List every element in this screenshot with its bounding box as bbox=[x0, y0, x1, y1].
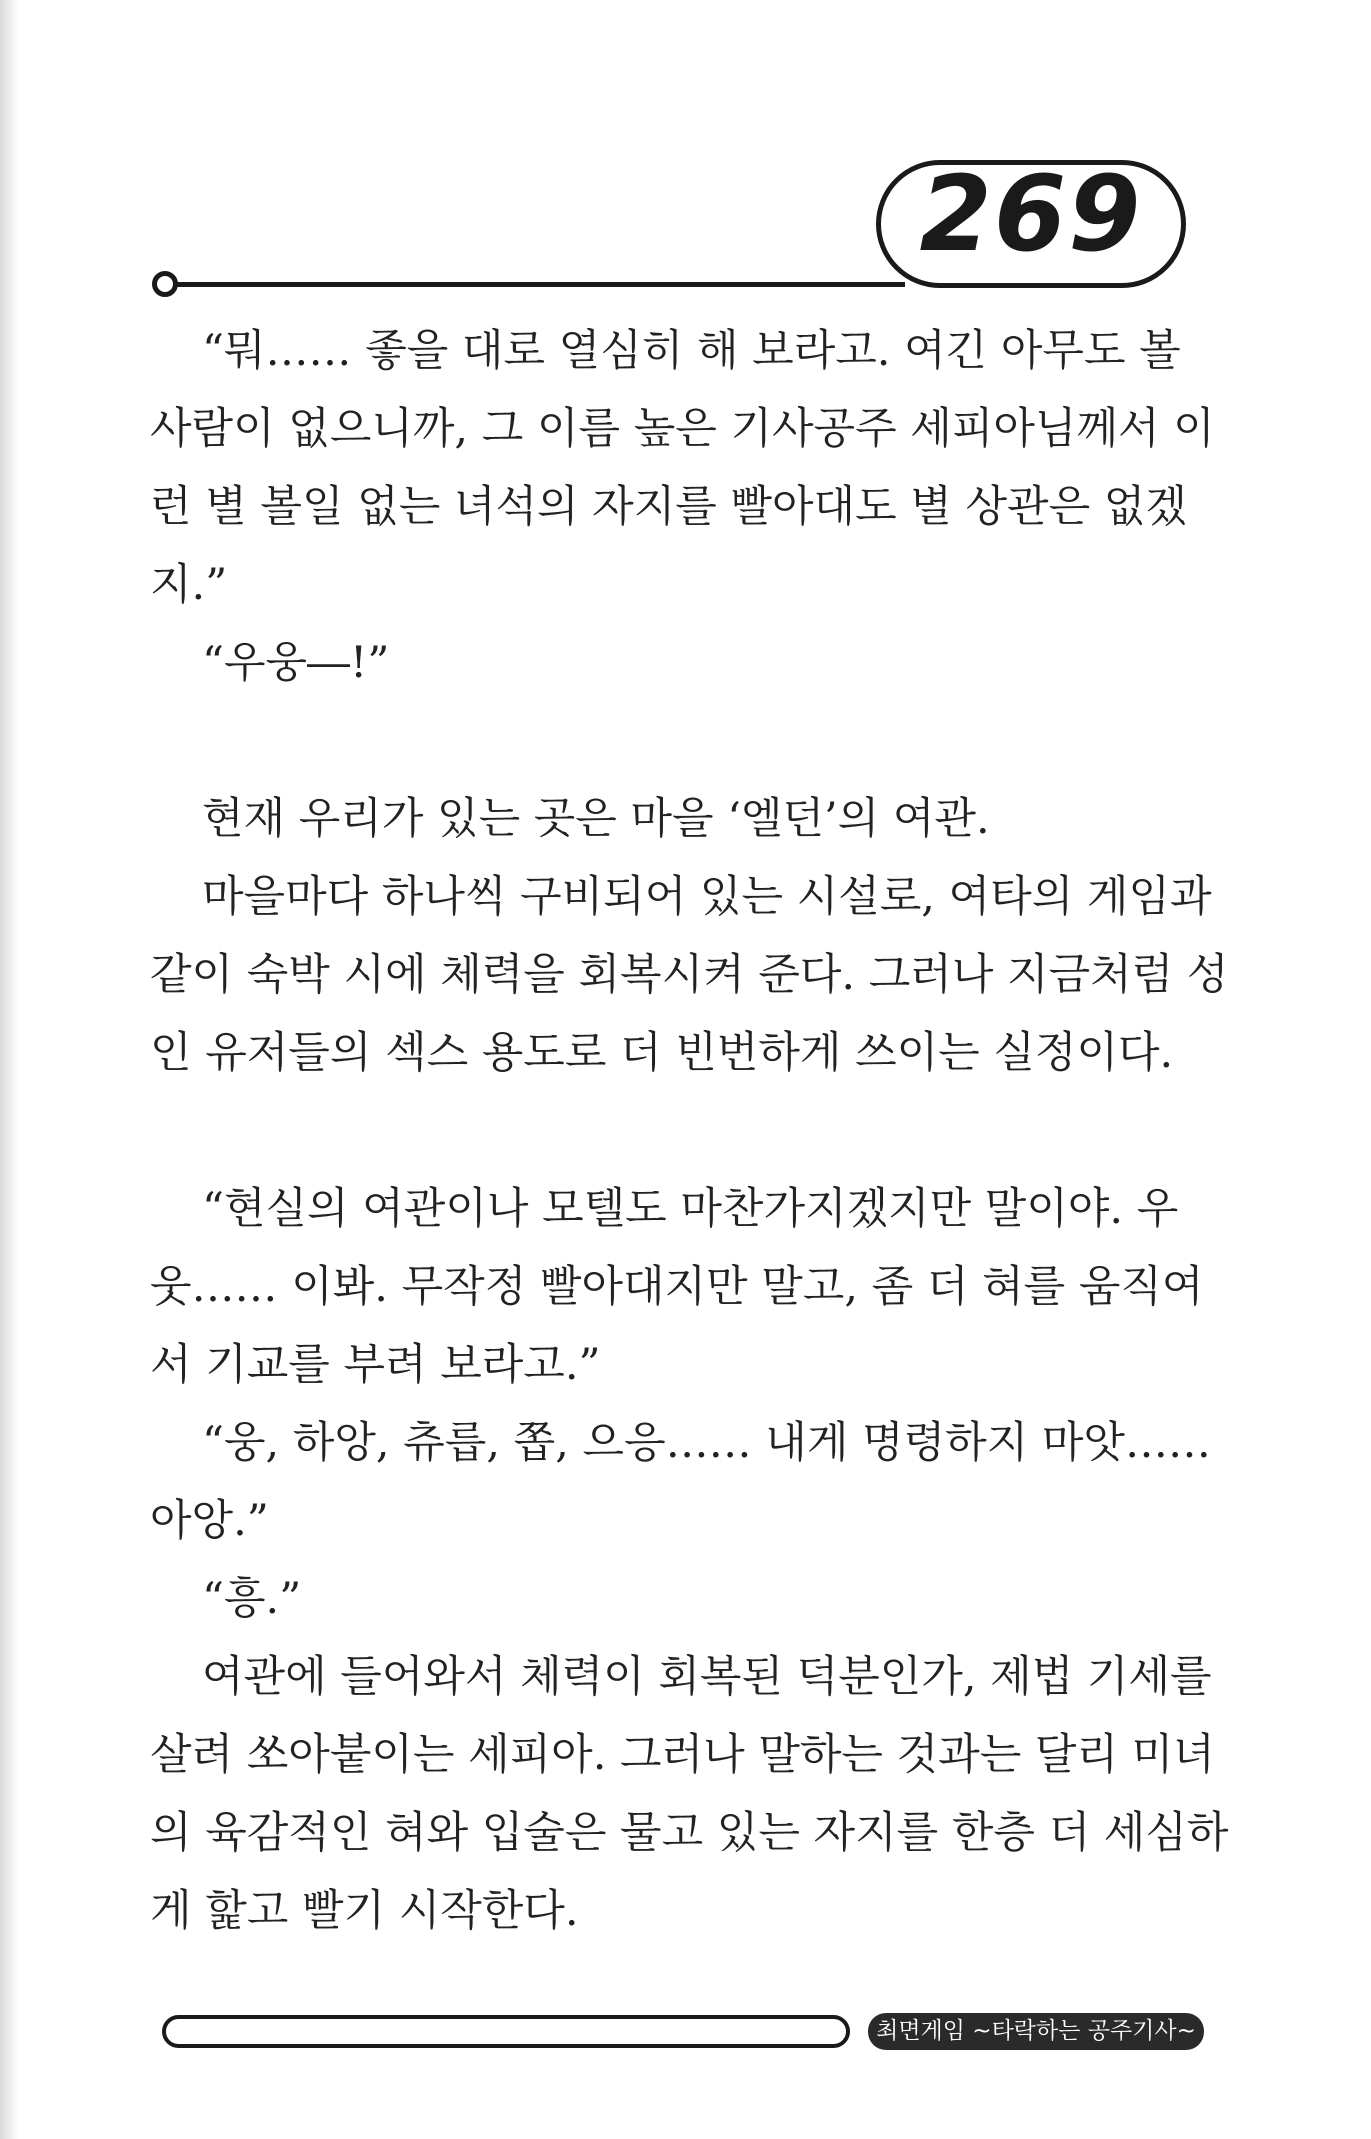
text-line: 게 핥고 빨기 시작한다. bbox=[150, 1886, 579, 1936]
blank-line bbox=[150, 702, 1195, 780]
text-line: 의 육감적인 혀와 입술은 물고 있는 자지를 한층 더 세심하 bbox=[150, 1808, 1229, 1858]
text-line: 지.” bbox=[150, 560, 228, 610]
header-rule bbox=[165, 282, 905, 287]
text-line: 웃…… 이봐. 무작정 빨아대지만 말고, 좀 더 혀를 움직여 bbox=[150, 1262, 1204, 1312]
page-edge-shadow bbox=[0, 0, 18, 2139]
text-line: “현실의 여관이나 모텔도 마찬가지겠지만 말이야. 우 bbox=[202, 1184, 1179, 1234]
footer-bar bbox=[162, 2015, 850, 2048]
text-line: 마을마다 하나씩 구비되어 있는 시설로, 여타의 게임과 bbox=[202, 872, 1212, 922]
text-line: 인 유저들의 섹스 용도로 더 빈번하게 쓰이는 실정이다. bbox=[150, 1028, 1174, 1078]
page-number: 269 bbox=[919, 153, 1143, 275]
text-line: 서 기교를 부려 보라고.” bbox=[150, 1340, 601, 1390]
text-line: “흥.” bbox=[202, 1574, 302, 1624]
text-line: 여관에 들어와서 체력이 회복된 덕분인가, 제법 기세를 bbox=[202, 1652, 1212, 1702]
blank-line bbox=[150, 1092, 1195, 1170]
text-line: “웅, 하앙, 츄릅, 쫍, 으응…… 내게 명령하지 마앗…… bbox=[202, 1418, 1211, 1468]
text-line: “뭐…… 좋을 대로 열심히 해 보라고. 여긴 아무도 볼 bbox=[202, 326, 1181, 376]
text-line: 같이 숙박 시에 체력을 회복시켜 준다. 그러나 지금처럼 성 bbox=[150, 950, 1229, 1000]
text-line: “우웅―!” bbox=[202, 638, 390, 688]
text-line: 아앙.” bbox=[150, 1496, 269, 1546]
text-line: 현재 우리가 있는 곳은 마을 ‘엘던’의 여관. bbox=[202, 794, 990, 844]
header-rule-end-dot bbox=[152, 271, 178, 297]
footer-book-title: 최면게임 ~타락하는 공주기사~ bbox=[868, 2013, 1204, 2050]
page-number-badge bbox=[876, 153, 1186, 288]
text-line: 살려 쏘아붙이는 세피아. 그러나 말하는 것과는 달리 미녀 bbox=[150, 1730, 1215, 1780]
body-text bbox=[150, 312, 1229, 1950]
text-line: 사람이 없으니까, 그 이름 높은 기사공주 세피아님께서 이 bbox=[150, 404, 1215, 454]
text-line: 런 별 볼일 없는 녀석의 자지를 빨아대도 별 상관은 없겠 bbox=[150, 482, 1187, 532]
